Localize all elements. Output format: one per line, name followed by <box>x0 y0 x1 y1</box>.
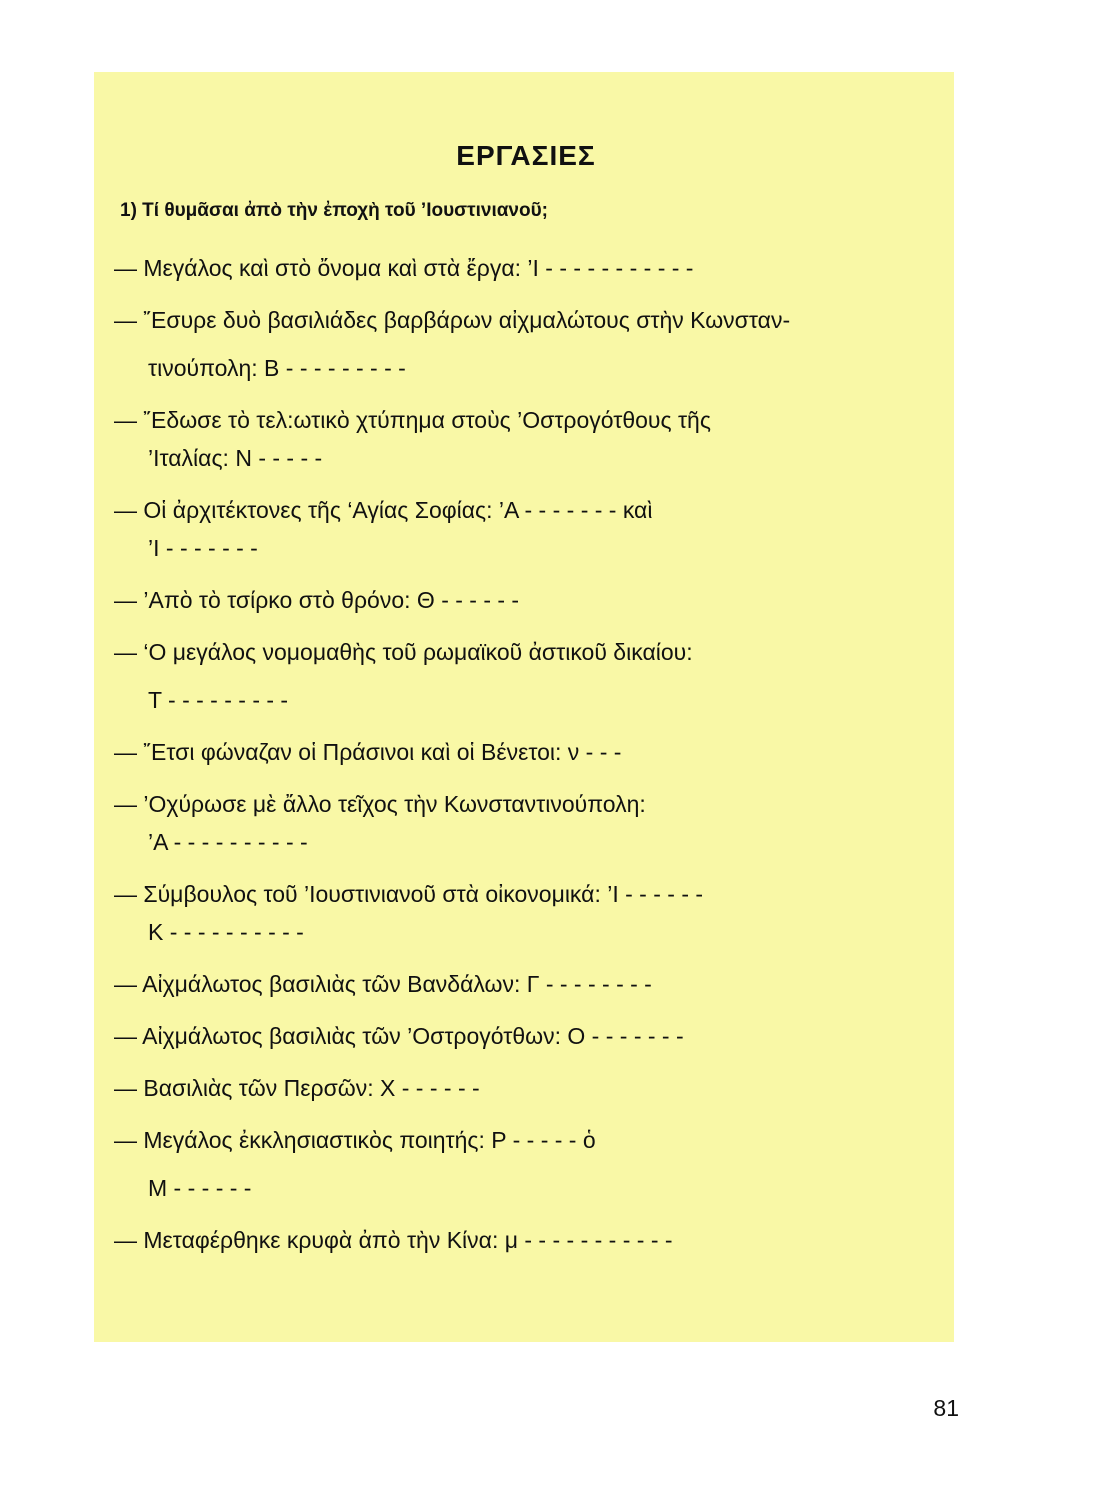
item-line: — Βασιλιὰς τῶν Περσῶν: Χ - - - - - - <box>114 1075 480 1101</box>
item-line: — Μεγάλος καὶ στὸ ὄνομα καὶ στὰ ἔργα: ’Ι - - - - - - - - - - - <box>114 255 694 281</box>
exercise-item-2 <box>114 302 914 386</box>
item-line: — Μεταφέρθηκε κρυφὰ ἀπὸ τὴν Κίνα: μ - - - - - - - - - - - <box>114 1227 673 1253</box>
item-line: — ‘Ο μεγάλος νομομαθὴς τοῦ ρωμαϊκοῦ ἀστικοῦ δικαίου: <box>114 639 693 665</box>
item-line: — Οἱ ἀρχιτέκτονες τῆς ‘Αγίας Σοφίας: ’Α - - - - - - - καὶ <box>114 497 653 523</box>
exercise-item-1 <box>114 250 914 286</box>
exercise-item-5 <box>114 582 914 618</box>
exercise-item-7 <box>114 734 914 770</box>
item-line: — Μεγάλος ἐκκλησιαστικὸς ποιητής: Ρ - - - - - ὁ <box>114 1127 596 1153</box>
page-number: 81 <box>933 1395 959 1421</box>
item-line: — ῎Εσυρε δυὸ βασιλιάδες βαρβάρων αἰχμαλώτους στὴν Κωνσταν- <box>114 307 791 333</box>
item-line: — Αἰχμάλωτος βασιλιὰς τῶν Βανδάλων: Γ - - - - - - - - <box>114 971 652 997</box>
item-continuation: τινούπολη: Β - - - - - - - - - <box>148 355 406 381</box>
item-continuation: ’Α - - - - - - - - - - <box>148 829 308 855</box>
exercise-item-12 <box>114 1070 914 1106</box>
item-continuation: Τ - - - - - - - - - <box>148 687 289 713</box>
item-continuation: ’Ιταλίας: Ν - - - - - <box>148 445 323 471</box>
exercises-section <box>114 140 914 1274</box>
exercise-item-9 <box>114 876 914 950</box>
exercise-item-14 <box>114 1222 914 1258</box>
item-line: — Αἰχμάλωτος βασιλιὰς τῶν ’Οστρογότθων: Ο - - - - - - - <box>114 1023 684 1049</box>
item-line: — Σύμβουλος τοῦ ’Ιουστινιανοῦ στὰ οἰκονομικά: ’Ι - - - - - - <box>114 881 704 907</box>
exercise-item-11 <box>114 1018 914 1054</box>
item-continuation: Μ - - - - - - <box>148 1175 252 1201</box>
item-line: — ῎Εδωσε τὸ τελ:ωτικὸ χτύπημα στοὺς ’Οστρογότθους τῆς <box>114 407 711 433</box>
exercise-item-13 <box>114 1122 914 1206</box>
item-line: — ’Απὸ τὸ τσίρκο στὸ θρόνο: Θ - - - - - - <box>114 587 520 613</box>
item-line: — ῎Ετσι φώναζαν οἱ Πράσινοι καὶ οἱ Βένετοι: ν - - - <box>114 739 622 765</box>
section-title: ΕΡΓΑΣΙΕΣ <box>456 140 596 171</box>
item-continuation: ’Ι - - - - - - - <box>148 535 258 561</box>
item-continuation: Κ - - - - - - - - - - <box>148 919 304 945</box>
exercise-item-3 <box>114 402 914 476</box>
exercise-item-6 <box>114 634 914 718</box>
exercise-item-8 <box>114 786 914 860</box>
item-line: — ’Οχύρωσε μὲ ἄλλο τεῖχος τὴν Κωνσταντινούπολη: <box>114 791 646 817</box>
question-heading: 1) Τί θυμᾶσαι ἀπὸ τὴν ἐποχὴ τοῦ ’Ιουστινιανοῦ; <box>120 200 548 221</box>
exercise-item-10 <box>114 966 914 1002</box>
exercise-item-4 <box>114 492 914 566</box>
